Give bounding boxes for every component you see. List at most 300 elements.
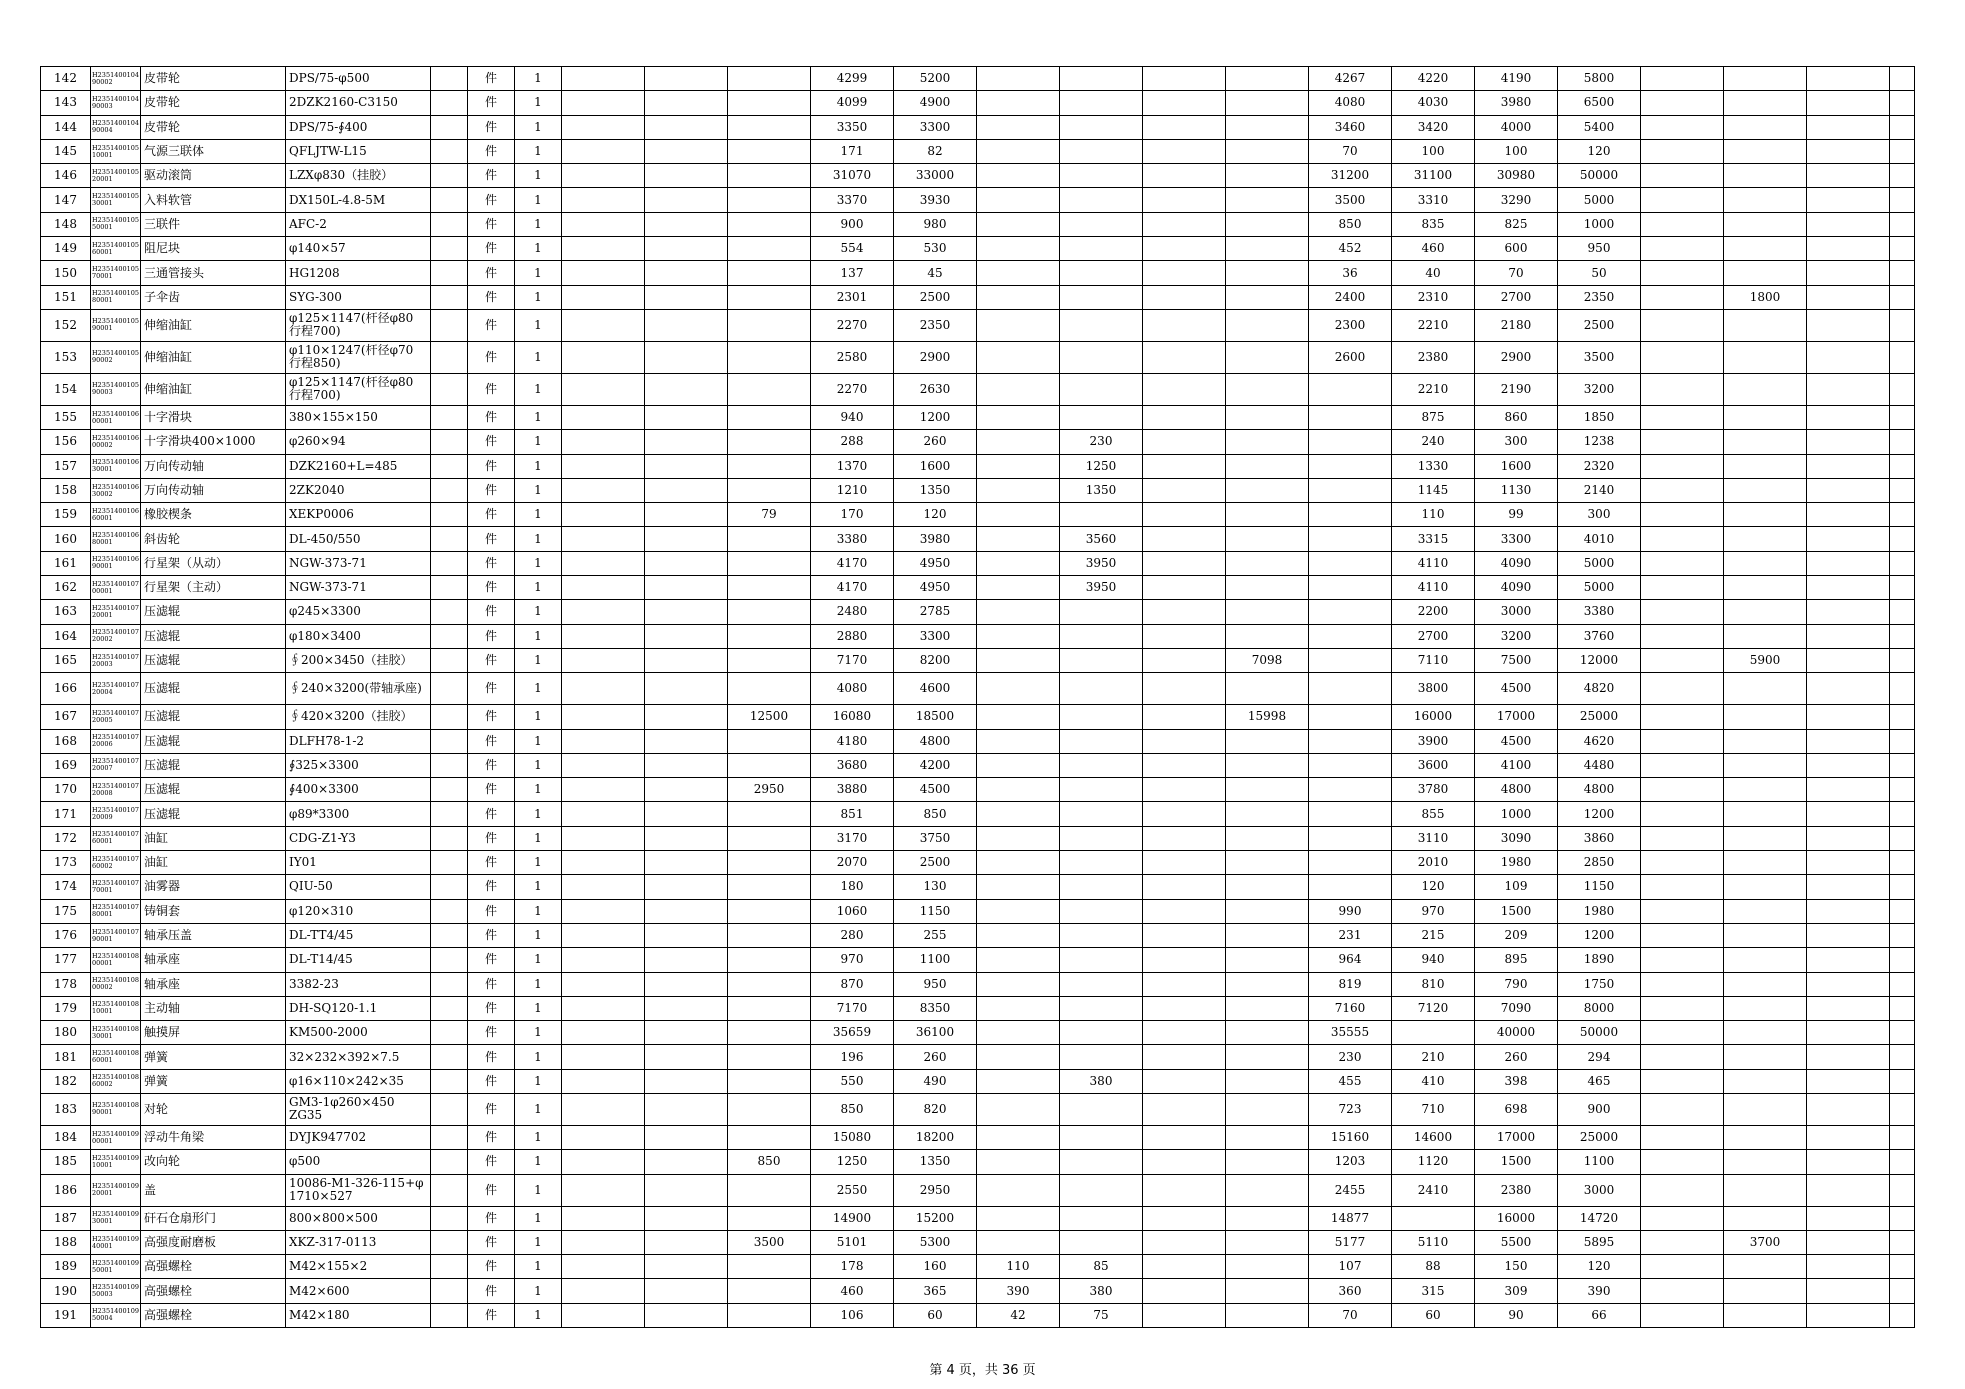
quantity-cell: 1 [515,899,562,923]
price-cell [1890,478,1915,502]
quantity-cell: 1 [515,753,562,777]
price-cell: 16000 [1392,705,1475,729]
price-cell [977,1125,1060,1149]
row-number: 156 [41,430,91,454]
price-cell [1807,948,1890,972]
unit-cell: 件 [468,1069,515,1093]
price-cell [1060,648,1143,672]
price-cell [1060,948,1143,972]
item-spec: LZXφ830（挂胶） [286,164,431,188]
price-cell: 36 [1309,261,1392,285]
price-cell: 4090 [1475,576,1558,600]
price-cell [1724,729,1807,753]
item-name: 轴承座 [141,972,286,996]
price-cell [1060,972,1143,996]
price-cell: 100 [1392,139,1475,163]
row-number: 178 [41,972,91,996]
price-cell [977,237,1060,261]
spacer-cell [431,285,468,309]
row-number: 174 [41,875,91,899]
price-cell: 4950 [894,551,977,575]
price-cell: 15080 [811,1125,894,1149]
price-cell [1890,139,1915,163]
price-cell [1807,648,1890,672]
price-cell [645,454,728,478]
price-cell: 14900 [811,1206,894,1230]
price-cell: 455 [1309,1069,1392,1093]
price-cell: 3750 [894,826,977,850]
row-number: 185 [41,1150,91,1174]
price-cell [562,778,645,802]
quantity-cell: 1 [515,115,562,139]
unit-cell: 件 [468,551,515,575]
price-cell [1060,851,1143,875]
table-row [41,1206,1915,1230]
price-cell: 209 [1475,923,1558,947]
material-code: H2351400107 20003 [91,648,141,672]
row-number: 169 [41,753,91,777]
price-cell [1226,237,1309,261]
price-cell [1226,624,1309,648]
price-cell: 875 [1392,405,1475,429]
price-cell [1890,648,1915,672]
price-cell [562,551,645,575]
price-cell: 1130 [1475,478,1558,502]
price-cell [1143,1255,1226,1279]
price-cell [977,778,1060,802]
unit-cell: 件 [468,923,515,947]
price-cell: 3980 [1475,91,1558,115]
row-number: 154 [41,373,91,405]
price-cell [1309,503,1392,527]
price-cell: 970 [1392,899,1475,923]
price-cell: 452 [1309,237,1392,261]
price-cell [728,576,811,600]
unit-cell: 件 [468,1125,515,1149]
spacer-cell [431,1230,468,1254]
table-row [41,237,1915,261]
item-name: 三通管接头 [141,261,286,285]
price-cell [1143,948,1226,972]
item-name: 压滤辊 [141,802,286,826]
price-cell: 231 [1309,923,1392,947]
item-spec: M42×180 [286,1303,431,1327]
price-cell [1143,753,1226,777]
price-cell: 130 [894,875,977,899]
price-cell: 825 [1475,212,1558,236]
price-cell: 3300 [894,624,977,648]
price-cell [645,851,728,875]
price-cell [1641,624,1724,648]
material-code: H2351400105 80001 [91,285,141,309]
item-spec: ∮420×3200（挂胶） [286,705,431,729]
quantity-cell: 1 [515,164,562,188]
price-cell [1890,729,1915,753]
price-cell [645,309,728,341]
spacer-cell [431,503,468,527]
price-cell [1807,478,1890,502]
item-spec: φ500 [286,1150,431,1174]
table-row [41,188,1915,212]
spacer-cell [431,996,468,1020]
spacer-cell [431,1303,468,1327]
material-code: H2351400107 80001 [91,899,141,923]
price-cell [1807,237,1890,261]
price-cell [1890,527,1915,551]
table-row [41,115,1915,139]
price-cell: 465 [1558,1069,1641,1093]
price-cell [1807,188,1890,212]
price-cell [1309,705,1392,729]
price-cell: 7120 [1392,996,1475,1020]
price-cell: 4100 [1475,753,1558,777]
spacer-cell [431,373,468,405]
quantity-cell: 1 [515,373,562,405]
price-cell [1060,673,1143,705]
price-cell [977,285,1060,309]
quantity-cell: 1 [515,454,562,478]
item-name: 子伞齿 [141,285,286,309]
price-cell [1807,341,1890,373]
table-row [41,826,1915,850]
price-cell [977,923,1060,947]
price-cell [1807,996,1890,1020]
price-cell [645,373,728,405]
price-cell [977,948,1060,972]
price-cell [1724,115,1807,139]
price-cell [728,826,811,850]
item-name: 压滤辊 [141,600,286,624]
row-number: 160 [41,527,91,551]
table-row [41,430,1915,454]
price-cell: 1000 [1558,212,1641,236]
price-cell [1226,1303,1309,1327]
item-name: 油缸 [141,851,286,875]
material-code: H2351400107 20002 [91,624,141,648]
price-cell [1724,1174,1807,1206]
item-spec: 800×800×500 [286,1206,431,1230]
price-cell [977,527,1060,551]
price-cell [1060,1093,1143,1125]
price-cell [645,1206,728,1230]
price-cell: 109 [1475,875,1558,899]
price-cell [1641,673,1724,705]
row-number: 175 [41,899,91,923]
price-cell: 850 [1309,212,1392,236]
price-cell: 7090 [1475,996,1558,1020]
price-cell [1309,673,1392,705]
price-cell [645,285,728,309]
price-cell [728,996,811,1020]
price-cell: 16000 [1475,1206,1558,1230]
price-cell: 196 [811,1045,894,1069]
spacer-cell [431,309,468,341]
price-cell [1143,1303,1226,1327]
price-cell [977,67,1060,91]
row-number: 164 [41,624,91,648]
price-cell [1060,373,1143,405]
price-cell [1807,802,1890,826]
price-cell: 90 [1475,1303,1558,1327]
price-cell: 1980 [1475,851,1558,875]
spacer-cell [431,753,468,777]
unit-cell: 件 [468,478,515,502]
price-cell [1641,875,1724,899]
row-number: 167 [41,705,91,729]
price-cell: 230 [1060,430,1143,454]
price-cell [645,527,728,551]
material-code: H2351400107 20004 [91,673,141,705]
price-cell: 4299 [811,67,894,91]
price-cell [728,1021,811,1045]
price-cell [1724,309,1807,341]
price-cell [1143,899,1226,923]
price-cell: 260 [894,430,977,454]
item-spec: φ125×1147(杆径φ80 行程700) [286,373,431,405]
item-spec: 2ZK2040 [286,478,431,502]
price-cell [977,1069,1060,1093]
price-cell [562,875,645,899]
price-cell [1226,91,1309,115]
price-cell: 110 [977,1255,1060,1279]
price-cell [1641,527,1724,551]
item-spec: AFC-2 [286,212,431,236]
price-cell [1641,1045,1724,1069]
quantity-cell: 1 [515,826,562,850]
price-cell [562,673,645,705]
row-number: 161 [41,551,91,575]
price-cell [1807,1069,1890,1093]
price-cell: 790 [1475,972,1558,996]
price-cell [1641,648,1724,672]
unit-cell: 件 [468,802,515,826]
price-cell [977,1093,1060,1125]
price-cell [1890,624,1915,648]
price-cell: 390 [1558,1279,1641,1303]
item-name: 矸石仓扇形门 [141,1206,286,1230]
quantity-cell: 1 [515,341,562,373]
price-cell [645,729,728,753]
price-cell: 4080 [1309,91,1392,115]
price-cell [1143,1230,1226,1254]
price-cell: 120 [1558,1255,1641,1279]
price-cell: 4900 [894,91,977,115]
price-cell [728,478,811,502]
item-spec: φ180×3400 [286,624,431,648]
price-cell: 1100 [894,948,977,972]
table-row [41,405,1915,429]
price-cell [1060,261,1143,285]
price-cell [1143,1150,1226,1174]
price-cell [1807,729,1890,753]
price-cell [728,1279,811,1303]
spacer-cell [431,551,468,575]
price-cell: 7170 [811,996,894,1020]
price-cell: 8000 [1558,996,1641,1020]
price-cell [1226,527,1309,551]
quantity-cell: 1 [515,551,562,575]
price-cell [728,405,811,429]
material-code: H2351400105 50001 [91,212,141,236]
price-cell [1890,1125,1915,1149]
table-row [41,729,1915,753]
price-cell: 410 [1392,1069,1475,1093]
price-cell [1060,729,1143,753]
price-cell [645,705,728,729]
price-cell: 1100 [1558,1150,1641,1174]
price-cell [1724,826,1807,850]
price-cell: 31070 [811,164,894,188]
price-cell [1309,802,1392,826]
spacer-cell [431,648,468,672]
price-cell [1890,1069,1915,1093]
price-cell: 390 [977,1279,1060,1303]
price-cell: 4267 [1309,67,1392,91]
row-number: 179 [41,996,91,1020]
price-cell: 1210 [811,478,894,502]
price-cell [1890,237,1915,261]
spacer-cell [431,1174,468,1206]
price-cell [1724,1021,1807,1045]
price-cell: 2210 [1392,373,1475,405]
price-cell [1807,1303,1890,1327]
material-code: H2351400104 90004 [91,115,141,139]
item-name: 入料软管 [141,188,286,212]
item-name: 高强度耐磨板 [141,1230,286,1254]
price-cell [1890,261,1915,285]
price-cell [1226,503,1309,527]
spacer-cell [431,188,468,212]
item-name: 油缸 [141,826,286,850]
price-cell [1807,139,1890,163]
price-cell: 2180 [1475,309,1558,341]
material-code: H2351400106 90001 [91,551,141,575]
price-cell [1143,875,1226,899]
price-cell [977,164,1060,188]
price-cell [977,648,1060,672]
table-row [41,778,1915,802]
table-row [41,1093,1915,1125]
price-cell: 150 [1475,1255,1558,1279]
price-cell [1724,948,1807,972]
price-cell: 554 [811,237,894,261]
quantity-cell: 1 [515,1303,562,1327]
price-cell: 2900 [1475,341,1558,373]
table-row [41,923,1915,947]
price-cell [1226,212,1309,236]
price-cell [1890,705,1915,729]
price-cell: 15200 [894,1206,977,1230]
price-cell [1724,802,1807,826]
price-cell: 120 [1392,875,1475,899]
price-cell: 1500 [1475,899,1558,923]
price-cell [1641,115,1724,139]
price-cell [1807,527,1890,551]
quantity-cell: 1 [515,851,562,875]
price-cell [1226,139,1309,163]
price-cell [562,948,645,972]
unit-cell: 件 [468,1279,515,1303]
price-cell: 17000 [1475,705,1558,729]
quantity-cell: 1 [515,188,562,212]
price-cell [645,802,728,826]
price-cell: 160 [894,1255,977,1279]
price-cell: 2580 [811,341,894,373]
price-cell [1807,1255,1890,1279]
price-cell: 723 [1309,1093,1392,1125]
unit-cell: 件 [468,405,515,429]
price-cell: 3420 [1392,115,1475,139]
price-cell [728,1069,811,1093]
row-number: 158 [41,478,91,502]
price-cell: 850 [811,1093,894,1125]
price-cell [1143,405,1226,429]
price-cell [977,115,1060,139]
price-cell [1724,503,1807,527]
price-cell: 107 [1309,1255,1392,1279]
price-cell [728,91,811,115]
price-cell [1226,285,1309,309]
unit-cell: 件 [468,503,515,527]
price-cell: 820 [894,1093,977,1125]
price-cell [1807,91,1890,115]
price-cell [1807,576,1890,600]
price-cell: 3310 [1392,188,1475,212]
price-cell [1226,1021,1309,1045]
price-cell [1060,778,1143,802]
price-cell: 710 [1392,1093,1475,1125]
price-cell: 4080 [811,673,894,705]
price-cell [1143,1045,1226,1069]
item-name: 压滤辊 [141,753,286,777]
spacer-cell [431,600,468,624]
table-row [41,285,1915,309]
price-cell [1890,1206,1915,1230]
row-number: 163 [41,600,91,624]
price-cell [1890,899,1915,923]
material-code: H2351400107 20009 [91,802,141,826]
price-cell [645,648,728,672]
item-spec: DLFH78-1-2 [286,729,431,753]
table-row [41,648,1915,672]
price-cell [1309,373,1392,405]
price-cell [977,996,1060,1020]
price-cell [562,405,645,429]
price-cell [562,139,645,163]
price-cell: 4800 [1475,778,1558,802]
price-cell [645,478,728,502]
price-cell [977,624,1060,648]
price-cell [977,673,1060,705]
price-cell [1807,1174,1890,1206]
price-cell [562,430,645,454]
price-cell: 3000 [1475,600,1558,624]
price-cell [1060,1021,1143,1045]
price-cell [728,673,811,705]
price-cell [562,373,645,405]
price-cell [1060,705,1143,729]
price-cell: 851 [811,802,894,826]
price-cell [1226,478,1309,502]
price-cell [1807,261,1890,285]
price-cell [977,261,1060,285]
price-cell: 280 [811,923,894,947]
price-cell [562,899,645,923]
unit-cell: 件 [468,1230,515,1254]
price-cell [1890,430,1915,454]
item-spec: DL-T14/45 [286,948,431,972]
material-code: H2351400105 20001 [91,164,141,188]
